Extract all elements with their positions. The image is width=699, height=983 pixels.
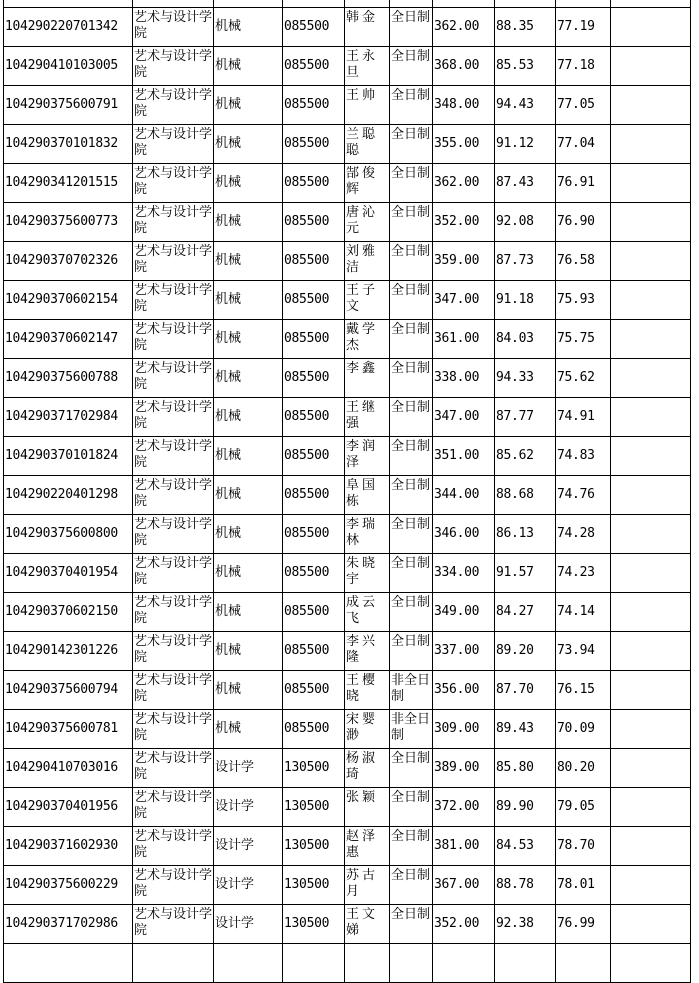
interview-score-cell: 89.43: [495, 710, 556, 749]
college-cell: 艺术与设计学院: [133, 398, 214, 437]
interview-score-cell: 89.20: [495, 632, 556, 671]
table-row: [4, 944, 691, 983]
college-cell: 艺术与设计学院: [133, 320, 214, 359]
total-score-cell: 76.99: [556, 905, 611, 944]
major-code-cell: [283, 944, 345, 983]
empty-cell: [611, 125, 691, 164]
table-row: [4, 671, 691, 710]
table-row: [4, 905, 691, 944]
total-score-cell: 75.93: [556, 281, 611, 320]
total-score-cell: 78.01: [556, 866, 611, 905]
table-row: [4, 788, 691, 827]
candidate-id-cell: 104290370602150: [4, 593, 133, 632]
student-name-cell: 王樱晓: [345, 671, 390, 710]
interview-score-cell: 92.08: [495, 203, 556, 242]
major-cell: 机械: [214, 359, 283, 398]
college-cell: 艺术与设计学院: [133, 671, 214, 710]
major-code-cell: 085500: [283, 203, 345, 242]
college-cell: 艺术与设计学院: [133, 515, 214, 554]
total-score-cell: 77.04: [556, 125, 611, 164]
table-row: [4, 86, 691, 125]
college-cell: 艺术与设计学院: [133, 710, 214, 749]
major-cell: 机械: [214, 8, 283, 47]
major-code-cell: 085500: [283, 710, 345, 749]
empty-cell: [611, 86, 691, 125]
college-cell: 艺术与设计学院: [133, 476, 214, 515]
table-row: [4, 242, 691, 281]
major-code-cell: 085500: [283, 320, 345, 359]
table-row: [4, 359, 691, 398]
candidate-id-cell: 104290371702984: [4, 398, 133, 437]
candidate-id-cell: 104290371602930: [4, 827, 133, 866]
table-row: [4, 749, 691, 788]
interview-score-cell: 85.53: [495, 47, 556, 86]
prelim-score-cell: 337.00: [433, 632, 495, 671]
major-code-cell: 085500: [283, 359, 345, 398]
interview-score-cell: 87.73: [495, 242, 556, 281]
student-name-cell: 李兴隆: [345, 632, 390, 671]
major-cell: 机械: [214, 281, 283, 320]
student-name-cell: 杨淑琦: [345, 749, 390, 788]
empty-cell: [611, 710, 691, 749]
student-name-cell: 王帅: [345, 86, 390, 125]
total-score-cell: 80.20: [556, 749, 611, 788]
empty-cell: [611, 8, 691, 47]
major-cell: 机械: [214, 203, 283, 242]
prelim-score-cell: 344.00: [433, 476, 495, 515]
study-type-cell: [390, 944, 433, 983]
total-score-cell: 73.94: [556, 632, 611, 671]
major-cell: 机械: [214, 320, 283, 359]
table-row: [4, 47, 691, 86]
college-cell: 艺术与设计学院: [133, 905, 214, 944]
major-cell: 机械: [214, 47, 283, 86]
table-row: [4, 554, 691, 593]
prelim-score-cell: 362.00: [433, 8, 495, 47]
major-cell: 机械: [214, 554, 283, 593]
empty-cell: [611, 47, 691, 86]
interview-score-cell: [495, 944, 556, 983]
study-type-cell: 全日制: [390, 398, 433, 437]
major-code-cell: 085500: [283, 125, 345, 164]
major-cell: 机械: [214, 593, 283, 632]
major-cell: 设计学: [214, 749, 283, 788]
major-code-cell: 085500: [283, 437, 345, 476]
table-row: [4, 593, 691, 632]
major-code-cell: 130500: [283, 905, 345, 944]
major-cell: [214, 0, 283, 8]
college-cell: 艺术与设计学院: [133, 242, 214, 281]
empty-cell: [611, 749, 691, 788]
study-type-cell: 全日制: [390, 320, 433, 359]
empty-cell: [611, 0, 691, 8]
prelim-score-cell: 346.00: [433, 515, 495, 554]
candidate-id-cell: 104290410103005: [4, 47, 133, 86]
college-cell: 艺术与设计学院: [133, 8, 214, 47]
student-name-cell: 刘雅洁: [345, 242, 390, 281]
prelim-score-cell: 389.00: [433, 749, 495, 788]
major-cell: 机械: [214, 710, 283, 749]
interview-score-cell: 87.77: [495, 398, 556, 437]
major-cell: 机械: [214, 476, 283, 515]
candidate-id-cell: 104290375600229: [4, 866, 133, 905]
college-cell: 艺术与设计学院: [133, 359, 214, 398]
college-cell: 艺术与设计学院: [133, 749, 214, 788]
college-cell: 艺术与设计学院: [133, 125, 214, 164]
candidate-id-cell: 104290371702986: [4, 905, 133, 944]
interview-score-cell: 92.38: [495, 905, 556, 944]
candidate-id-cell: 104290220701342: [4, 8, 133, 47]
total-score-cell: 76.58: [556, 242, 611, 281]
empty-cell: [611, 905, 691, 944]
student-name-cell: 成云飞: [345, 593, 390, 632]
prelim-score-cell: [433, 0, 495, 8]
student-name-cell: 韩金: [345, 8, 390, 47]
empty-cell: [611, 203, 691, 242]
candidate-id-cell: 104290375600788: [4, 359, 133, 398]
candidate-id-cell: [4, 0, 133, 8]
college-cell: 艺术与设计学院: [133, 86, 214, 125]
student-name-cell: [345, 944, 390, 983]
college-cell: 艺术与设计学院: [133, 827, 214, 866]
study-type-cell: 全日制: [390, 788, 433, 827]
major-code-cell: 130500: [283, 827, 345, 866]
major-code-cell: 085500: [283, 8, 345, 47]
admission-table: [3, 0, 691, 983]
prelim-score-cell: 334.00: [433, 554, 495, 593]
college-cell: 艺术与设计学院: [133, 632, 214, 671]
empty-cell: [611, 359, 691, 398]
interview-score-cell: 87.70: [495, 671, 556, 710]
prelim-score-cell: 338.00: [433, 359, 495, 398]
college-cell: 艺术与设计学院: [133, 554, 214, 593]
empty-cell: [611, 593, 691, 632]
total-score-cell: [556, 0, 611, 8]
student-name-cell: 李鑫: [345, 359, 390, 398]
study-type-cell: 全日制: [390, 905, 433, 944]
empty-cell: [611, 827, 691, 866]
candidate-id-cell: 104290375600791: [4, 86, 133, 125]
candidate-id-cell: 104290375600773: [4, 203, 133, 242]
prelim-score-cell: 367.00: [433, 866, 495, 905]
student-name-cell: 宋婴渺: [345, 710, 390, 749]
total-score-cell: 74.76: [556, 476, 611, 515]
prelim-score-cell: 381.00: [433, 827, 495, 866]
table-row: [4, 203, 691, 242]
prelim-score-cell: 351.00: [433, 437, 495, 476]
candidate-id-cell: 104290370702326: [4, 242, 133, 281]
major-code-cell: 085500: [283, 671, 345, 710]
study-type-cell: 全日制: [390, 437, 433, 476]
table-row: [4, 827, 691, 866]
major-code-cell: 130500: [283, 749, 345, 788]
student-name-cell: 戴学杰: [345, 320, 390, 359]
student-name-cell: 唐沁元: [345, 203, 390, 242]
empty-cell: [611, 437, 691, 476]
table-row: [4, 476, 691, 515]
total-score-cell: 77.18: [556, 47, 611, 86]
candidate-id-cell: 104290370101824: [4, 437, 133, 476]
total-score-cell: 74.83: [556, 437, 611, 476]
major-code-cell: 085500: [283, 86, 345, 125]
study-type-cell: 全日制: [390, 164, 433, 203]
empty-cell: [611, 515, 691, 554]
table-row: [4, 125, 691, 164]
prelim-score-cell: 361.00: [433, 320, 495, 359]
student-name-cell: 王子文: [345, 281, 390, 320]
student-name-cell: 李瑞林: [345, 515, 390, 554]
major-cell: 设计学: [214, 788, 283, 827]
interview-score-cell: 94.43: [495, 86, 556, 125]
student-name-cell: 阜国栋: [345, 476, 390, 515]
table-row: [4, 398, 691, 437]
total-score-cell: 74.14: [556, 593, 611, 632]
prelim-score-cell: 352.00: [433, 203, 495, 242]
prelim-score-cell: 352.00: [433, 905, 495, 944]
study-type-cell: 全日制: [390, 281, 433, 320]
candidate-id-cell: 104290370401954: [4, 554, 133, 593]
empty-cell: [611, 632, 691, 671]
interview-score-cell: 84.27: [495, 593, 556, 632]
major-code-cell: 085500: [283, 593, 345, 632]
total-score-cell: 79.05: [556, 788, 611, 827]
table-row: [4, 164, 691, 203]
candidate-id-cell: 104290375600794: [4, 671, 133, 710]
major-code-cell: 085500: [283, 476, 345, 515]
college-cell: 艺术与设计学院: [133, 788, 214, 827]
study-type-cell: 全日制: [390, 476, 433, 515]
total-score-cell: 78.70: [556, 827, 611, 866]
interview-score-cell: 84.53: [495, 827, 556, 866]
interview-score-cell: 91.12: [495, 125, 556, 164]
table-row: [4, 437, 691, 476]
interview-score-cell: 88.68: [495, 476, 556, 515]
table-row: [4, 710, 691, 749]
student-name-cell: 李润泽: [345, 437, 390, 476]
prelim-score-cell: 347.00: [433, 281, 495, 320]
empty-cell: [611, 164, 691, 203]
table-row: [4, 320, 691, 359]
study-type-cell: 全日制: [390, 593, 433, 632]
college-cell: 艺术与设计学院: [133, 164, 214, 203]
major-cell: 机械: [214, 515, 283, 554]
major-cell: 机械: [214, 398, 283, 437]
major-cell: 机械: [214, 242, 283, 281]
study-type-cell: 非全日制: [390, 710, 433, 749]
major-code-cell: 085500: [283, 554, 345, 593]
prelim-score-cell: 368.00: [433, 47, 495, 86]
major-cell: 机械: [214, 632, 283, 671]
student-name-cell: 王文娣: [345, 905, 390, 944]
study-type-cell: 非全日制: [390, 671, 433, 710]
table-row: [4, 866, 691, 905]
prelim-score-cell: 362.00: [433, 164, 495, 203]
study-type-cell: 全日制: [390, 359, 433, 398]
empty-cell: [611, 554, 691, 593]
total-score-cell: 76.90: [556, 203, 611, 242]
interview-score-cell: [495, 0, 556, 8]
major-code-cell: [283, 0, 345, 8]
candidate-id-cell: 104290370602147: [4, 320, 133, 359]
college-cell: 艺术与设计学院: [133, 437, 214, 476]
table-row: [4, 0, 691, 8]
study-type-cell: [390, 0, 433, 8]
study-type-cell: 全日制: [390, 125, 433, 164]
major-code-cell: 085500: [283, 515, 345, 554]
total-score-cell: 76.15: [556, 671, 611, 710]
interview-score-cell: 87.43: [495, 164, 556, 203]
major-cell: [214, 944, 283, 983]
total-score-cell: 75.75: [556, 320, 611, 359]
student-name-cell: 张颖: [345, 788, 390, 827]
prelim-score-cell: 347.00: [433, 398, 495, 437]
student-name-cell: 苏古月: [345, 866, 390, 905]
major-cell: 机械: [214, 671, 283, 710]
student-name-cell: 朱晓宇: [345, 554, 390, 593]
study-type-cell: 全日制: [390, 827, 433, 866]
study-type-cell: 全日制: [390, 749, 433, 788]
college-cell: [133, 0, 214, 8]
empty-cell: [611, 788, 691, 827]
interview-score-cell: 85.80: [495, 749, 556, 788]
student-name-cell: 王永旦: [345, 47, 390, 86]
major-code-cell: 085500: [283, 164, 345, 203]
study-type-cell: 全日制: [390, 47, 433, 86]
major-cell: 设计学: [214, 827, 283, 866]
total-score-cell: 76.91: [556, 164, 611, 203]
college-cell: 艺术与设计学院: [133, 47, 214, 86]
interview-score-cell: 86.13: [495, 515, 556, 554]
candidate-id-cell: 104290410703016: [4, 749, 133, 788]
table-row: [4, 632, 691, 671]
table-row: [4, 281, 691, 320]
prelim-score-cell: 348.00: [433, 86, 495, 125]
study-type-cell: 全日制: [390, 86, 433, 125]
total-score-cell: 74.28: [556, 515, 611, 554]
prelim-score-cell: 356.00: [433, 671, 495, 710]
interview-score-cell: 85.62: [495, 437, 556, 476]
candidate-id-cell: 104290370602154: [4, 281, 133, 320]
study-type-cell: 全日制: [390, 866, 433, 905]
empty-cell: [611, 476, 691, 515]
empty-cell: [611, 944, 691, 983]
major-cell: 机械: [214, 164, 283, 203]
candidate-id-cell: 104290370101832: [4, 125, 133, 164]
candidate-id-cell: 104290142301226: [4, 632, 133, 671]
study-type-cell: 全日制: [390, 8, 433, 47]
college-cell: [133, 944, 214, 983]
total-score-cell: 77.19: [556, 8, 611, 47]
study-type-cell: 全日制: [390, 242, 433, 281]
interview-score-cell: 94.33: [495, 359, 556, 398]
table-row: [4, 8, 691, 47]
student-name-cell: [345, 0, 390, 8]
interview-score-cell: 84.03: [495, 320, 556, 359]
empty-cell: [611, 671, 691, 710]
prelim-score-cell: 309.00: [433, 710, 495, 749]
candidate-id-cell: 104290375600800: [4, 515, 133, 554]
table-row: [4, 515, 691, 554]
prelim-score-cell: 359.00: [433, 242, 495, 281]
candidate-id-cell: [4, 944, 133, 983]
major-code-cell: 085500: [283, 242, 345, 281]
student-name-cell: 赵泽惠: [345, 827, 390, 866]
student-name-cell: 王继强: [345, 398, 390, 437]
student-name-cell: 兰聪聪: [345, 125, 390, 164]
prelim-score-cell: 349.00: [433, 593, 495, 632]
college-cell: 艺术与设计学院: [133, 593, 214, 632]
prelim-score-cell: 372.00: [433, 788, 495, 827]
study-type-cell: 全日制: [390, 632, 433, 671]
college-cell: 艺术与设计学院: [133, 281, 214, 320]
total-score-cell: 74.91: [556, 398, 611, 437]
study-type-cell: 全日制: [390, 203, 433, 242]
student-name-cell: 郜俊辉: [345, 164, 390, 203]
candidate-id-cell: 104290341201515: [4, 164, 133, 203]
major-code-cell: 085500: [283, 398, 345, 437]
prelim-score-cell: [433, 944, 495, 983]
interview-score-cell: 91.57: [495, 554, 556, 593]
interview-score-cell: 89.90: [495, 788, 556, 827]
total-score-cell: 70.09: [556, 710, 611, 749]
major-cell: 机械: [214, 437, 283, 476]
empty-cell: [611, 320, 691, 359]
major-code-cell: 085500: [283, 47, 345, 86]
prelim-score-cell: 355.00: [433, 125, 495, 164]
interview-score-cell: 91.18: [495, 281, 556, 320]
candidate-id-cell: 104290370401956: [4, 788, 133, 827]
total-score-cell: 74.23: [556, 554, 611, 593]
major-code-cell: 130500: [283, 866, 345, 905]
empty-cell: [611, 281, 691, 320]
college-cell: 艺术与设计学院: [133, 203, 214, 242]
empty-cell: [611, 866, 691, 905]
major-cell: 机械: [214, 125, 283, 164]
major-code-cell: 130500: [283, 788, 345, 827]
total-score-cell: 75.62: [556, 359, 611, 398]
total-score-cell: [556, 944, 611, 983]
major-cell: 设计学: [214, 905, 283, 944]
major-code-cell: 085500: [283, 281, 345, 320]
empty-cell: [611, 398, 691, 437]
major-cell: 机械: [214, 86, 283, 125]
study-type-cell: 全日制: [390, 515, 433, 554]
interview-score-cell: 88.35: [495, 8, 556, 47]
candidate-id-cell: 104290375600781: [4, 710, 133, 749]
empty-cell: [611, 242, 691, 281]
college-cell: 艺术与设计学院: [133, 866, 214, 905]
major-cell: 设计学: [214, 866, 283, 905]
major-code-cell: 085500: [283, 632, 345, 671]
study-type-cell: 全日制: [390, 554, 433, 593]
total-score-cell: 77.05: [556, 86, 611, 125]
candidate-id-cell: 104290220401298: [4, 476, 133, 515]
interview-score-cell: 88.78: [495, 866, 556, 905]
